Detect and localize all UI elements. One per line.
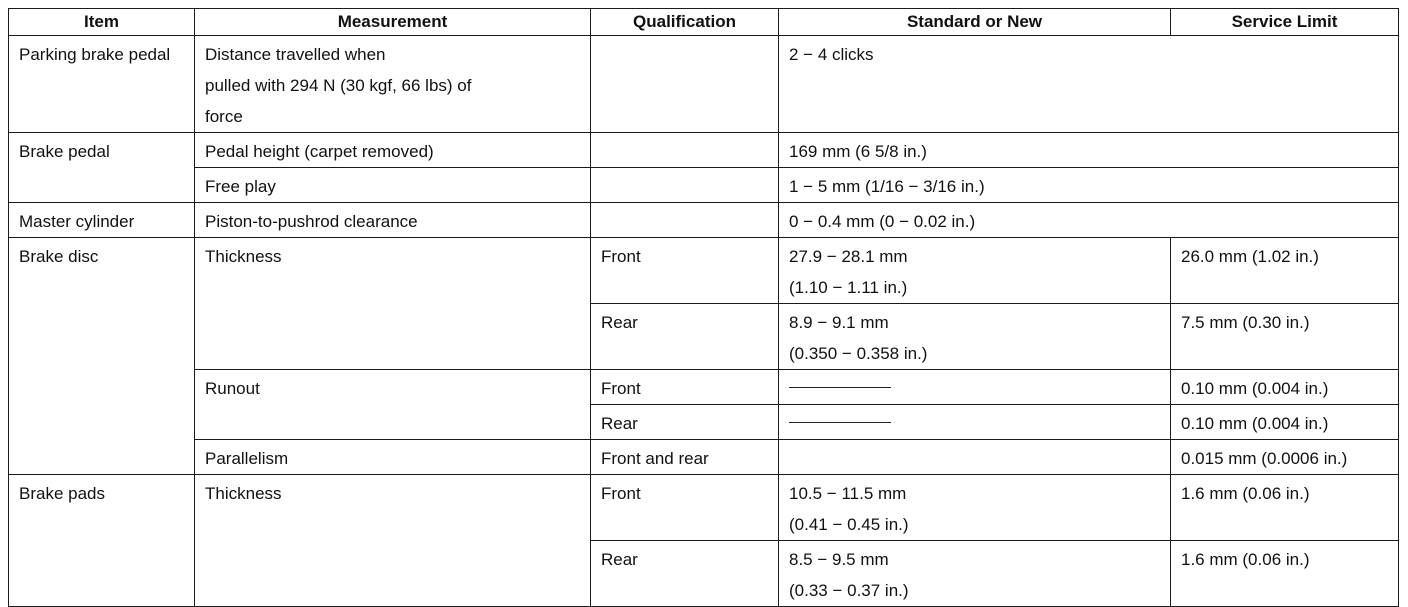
service-limit-disc-runout-front: 0.10 mm (0.004 in.) bbox=[1171, 370, 1399, 405]
service-limit-disc-thickness-front: 26.0 mm (1.02 in.) bbox=[1171, 238, 1399, 304]
not-applicable-dash bbox=[789, 387, 891, 388]
item-parking-brake-pedal: Parking brake pedal bbox=[9, 36, 195, 133]
item-master-cylinder: Master cylinder bbox=[9, 203, 195, 238]
item-brake-disc: Brake disc bbox=[9, 238, 195, 475]
header-qualification: Qualification bbox=[591, 9, 779, 36]
standard-disc-runout-rear bbox=[779, 405, 1171, 440]
qualification-disc-runout-rear: Rear bbox=[591, 405, 779, 440]
header-standard: Standard or New bbox=[779, 9, 1171, 36]
table-row bbox=[9, 168, 1399, 203]
measurement-pedal-height: Pedal height (carpet removed) bbox=[195, 133, 591, 168]
qualification-empty bbox=[591, 133, 779, 168]
item-brake-pads: Brake pads bbox=[9, 475, 195, 607]
qualification-disc-thickness-rear: Rear bbox=[591, 304, 779, 370]
not-applicable-dash bbox=[789, 422, 891, 423]
header-item: Item bbox=[9, 9, 195, 36]
standard-disc-thickness-rear bbox=[779, 304, 1171, 370]
standard-line: 8.9 − 9.1 mm bbox=[789, 313, 889, 332]
service-limit-pad-rear: 1.6 mm (0.06 in.) bbox=[1171, 541, 1399, 607]
standard-line: (0.33 − 0.37 in.) bbox=[789, 581, 909, 600]
table-row bbox=[9, 133, 1399, 168]
measurement-free-play: Free play bbox=[195, 168, 591, 203]
brake-spec-table bbox=[8, 8, 1399, 607]
measurement-disc-parallelism: Parallelism bbox=[195, 440, 591, 475]
table-row bbox=[9, 36, 1399, 133]
measurement-disc-thickness: Thickness bbox=[195, 238, 591, 370]
standard-line: 10.5 − 11.5 mm bbox=[789, 484, 907, 503]
item-brake-pedal: Brake pedal bbox=[9, 133, 195, 203]
measurement-pad-thickness: Thickness bbox=[195, 475, 591, 607]
standard-pad-rear bbox=[779, 541, 1171, 607]
standard-disc-runout-front bbox=[779, 370, 1171, 405]
table-row bbox=[9, 475, 1399, 541]
service-limit-disc-parallelism: 0.015 mm (0.0006 in.) bbox=[1171, 440, 1399, 475]
standard-line: 8.5 − 9.5 mm bbox=[789, 550, 889, 569]
header-measurement: Measurement bbox=[195, 9, 591, 36]
measurement-disc-runout: Runout bbox=[195, 370, 591, 440]
qualification-empty bbox=[591, 36, 779, 133]
standard-parking-brake: 2 − 4 clicks bbox=[779, 36, 1399, 133]
table-row bbox=[9, 370, 1399, 405]
service-limit-pad-front: 1.6 mm (0.06 in.) bbox=[1171, 475, 1399, 541]
standard-pedal-height: 169 mm (6 5/8 in.) bbox=[779, 133, 1399, 168]
qualification-empty bbox=[591, 203, 779, 238]
standard-line: (0.41 − 0.45 in.) bbox=[789, 515, 909, 534]
standard-line: (0.350 − 0.358 in.) bbox=[789, 344, 928, 363]
header-row bbox=[9, 9, 1399, 36]
standard-disc-thickness-front bbox=[779, 238, 1171, 304]
qualification-disc-thickness-front: Front bbox=[591, 238, 779, 304]
measurement-line: Distance travelled when bbox=[205, 45, 386, 64]
qualification-pad-front: Front bbox=[591, 475, 779, 541]
standard-pad-front bbox=[779, 475, 1171, 541]
qualification-empty bbox=[591, 168, 779, 203]
measurement-line: force bbox=[205, 107, 243, 126]
service-limit-disc-thickness-rear: 7.5 mm (0.30 in.) bbox=[1171, 304, 1399, 370]
standard-piston-clearance: 0 − 0.4 mm (0 − 0.02 in.) bbox=[779, 203, 1399, 238]
standard-line: (1.10 − 1.11 in.) bbox=[789, 278, 908, 297]
qualification-pad-rear: Rear bbox=[591, 541, 779, 607]
standard-empty bbox=[779, 440, 1171, 475]
table-row bbox=[9, 238, 1399, 304]
standard-line: 27.9 − 28.1 mm bbox=[789, 247, 908, 266]
table-row bbox=[9, 440, 1399, 475]
measurement-piston-clearance: Piston-to-pushrod clearance bbox=[195, 203, 591, 238]
header-service-limit: Service Limit bbox=[1171, 9, 1399, 36]
qualification-disc-parallelism: Front and rear bbox=[591, 440, 779, 475]
qualification-disc-runout-front: Front bbox=[591, 370, 779, 405]
table-row bbox=[9, 203, 1399, 238]
measurement-line: pulled with 294 N (30 kgf, 66 lbs) of bbox=[205, 76, 472, 95]
service-limit-disc-runout-rear: 0.10 mm (0.004 in.) bbox=[1171, 405, 1399, 440]
measurement-parking-brake-distance bbox=[195, 36, 591, 133]
standard-free-play: 1 − 5 mm (1/16 − 3/16 in.) bbox=[779, 168, 1399, 203]
